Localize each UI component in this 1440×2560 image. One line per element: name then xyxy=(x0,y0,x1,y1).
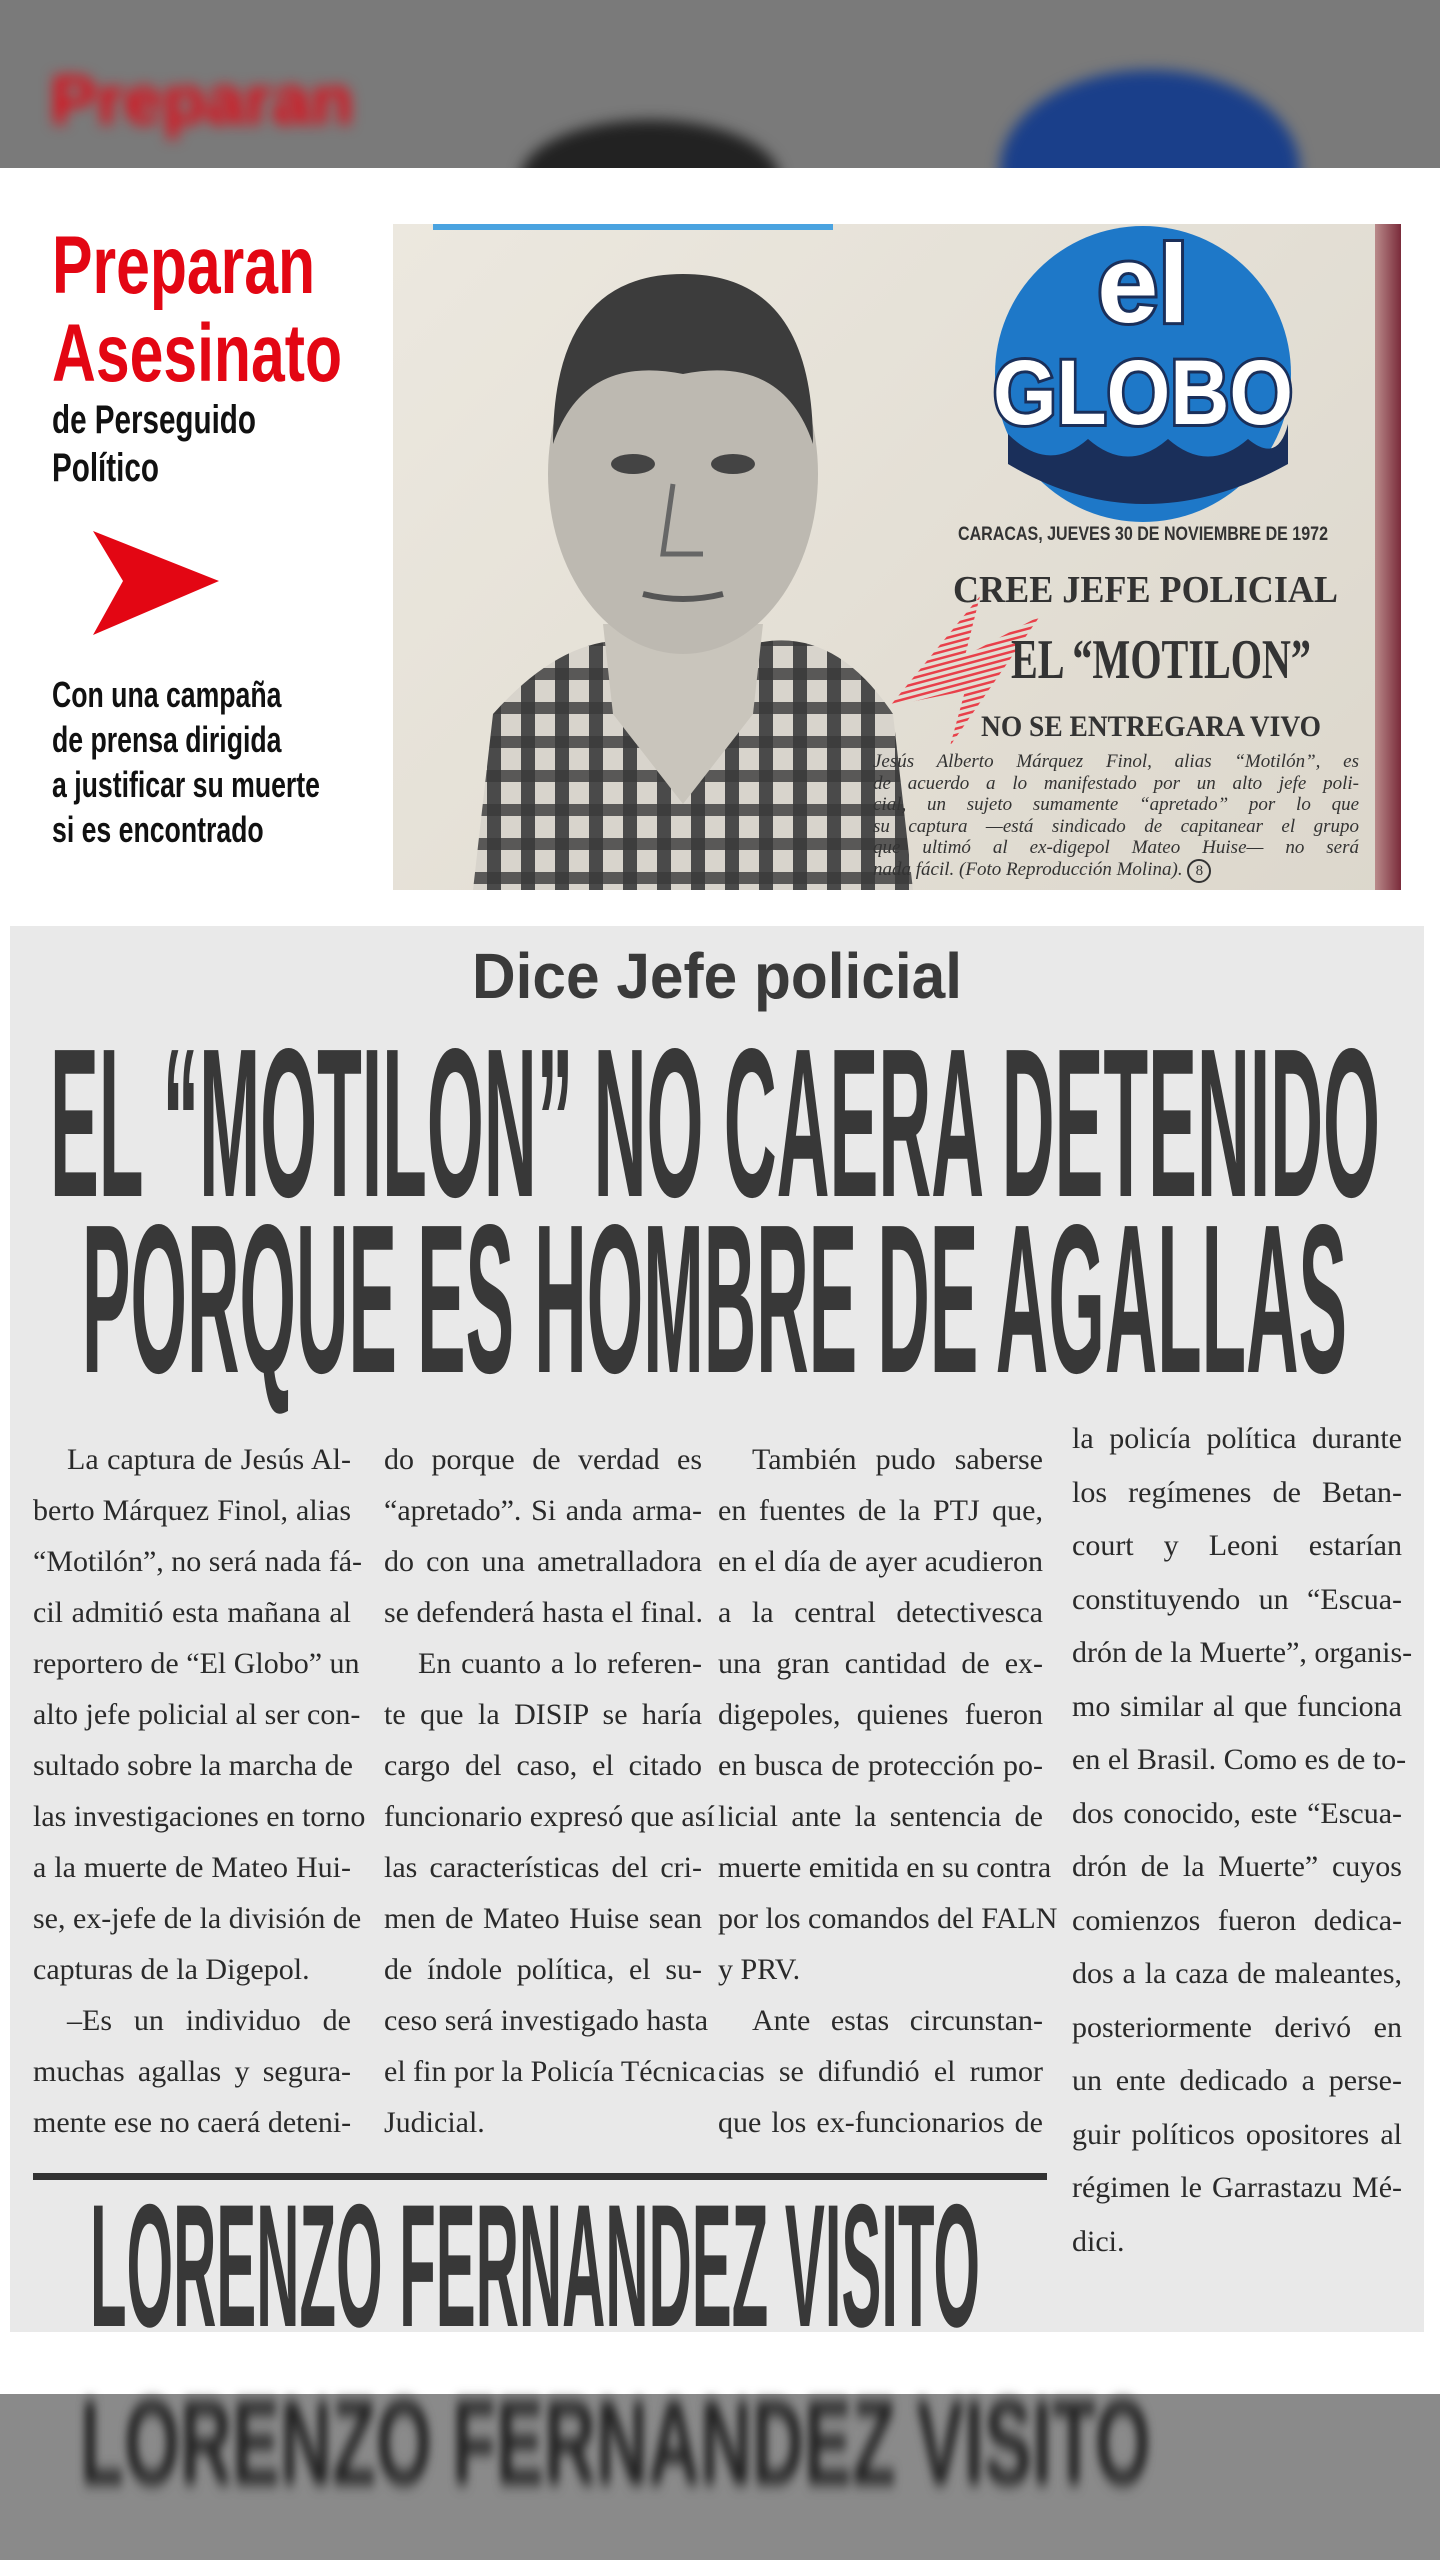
article-line: en busca de protección po- xyxy=(718,1749,1043,1782)
article-line: las características del cri- xyxy=(384,1851,702,1884)
article-line: muchas agallas y segura- xyxy=(33,2055,351,2088)
logo-text-globo: GLOBO xyxy=(993,342,1293,444)
article-line: en el Brasil. Como es de to- xyxy=(1072,1743,1407,1776)
description-line: Con una campaña xyxy=(52,674,282,715)
article-line: cil admitió esta mañana al xyxy=(33,1596,351,1629)
article-line: “Motilón”, no será nada fá- xyxy=(33,1545,363,1578)
title xyxy=(52,222,444,398)
title-line-1: Preparan xyxy=(52,220,316,311)
logo-text-el: el xyxy=(1097,223,1189,346)
caption-line: de acuerdo a lo manifestado por un alto jefe poli- xyxy=(873,772,1359,794)
article-line: te que la DISIP se haría xyxy=(384,1698,702,1731)
subtitle-line-1: de Perseguido xyxy=(52,398,256,442)
article-line: en fuentes de la PTJ que, xyxy=(718,1494,1043,1527)
article-line: guir políticos opositores al xyxy=(1072,2117,1402,2151)
article-line: se defenderá hasta el final. xyxy=(384,1596,703,1629)
article-line: Ante estas circunstan- xyxy=(752,2004,1043,2037)
article-line: de índole política, el su- xyxy=(384,1953,702,1986)
description-line: si es encontrado xyxy=(52,809,264,850)
article-line: y PRV. xyxy=(718,1953,801,1986)
description-line: de prensa dirigida xyxy=(52,719,282,760)
article-line: berto Márquez Finol, alias xyxy=(33,1494,351,1527)
article-line: constituyendo un “Escua- xyxy=(1072,1582,1402,1616)
clipping-headline: EL “MOTILON” xyxy=(1011,629,1311,691)
article-line: alto jefe policial al ser con- xyxy=(33,1698,361,1731)
article-line: dos a la caza de maleantes, xyxy=(1072,1957,1402,1990)
article-line: muerte emitida en su contra xyxy=(718,1851,1052,1884)
article-line: funcionario expresó que así xyxy=(384,1800,715,1833)
photo-caption xyxy=(873,751,1359,880)
red-arrow-icon xyxy=(93,531,219,635)
article-headlines xyxy=(10,926,1424,1417)
article-line: digepoles, quienes fueron xyxy=(718,1698,1043,1731)
article-line: En cuanto a lo referen- xyxy=(418,1647,702,1680)
description xyxy=(52,672,414,852)
article-line: drón de la Muerte”, organis- xyxy=(1072,1636,1413,1669)
article-line: cias se difundió el rumor xyxy=(718,2055,1043,2088)
article-line: en el día de ayer acudieron xyxy=(718,1545,1043,1578)
clipping-deck: NO SE ENTREGARA VIVO xyxy=(981,710,1321,743)
article-line: capturas de la Digepol. xyxy=(33,1953,310,1986)
article-line: las investigaciones en torno xyxy=(33,1800,366,1833)
article-line: licial ante la sentencia de xyxy=(718,1800,1043,1833)
article-line: que los ex-funcionarios de xyxy=(718,2106,1043,2139)
article-line: ceso será investigado hasta xyxy=(384,2004,709,2037)
portrait-photo xyxy=(453,244,913,890)
clipping-kicker: CREE JEFE POLICIAL xyxy=(953,569,1338,611)
article-kicker: Dice Jefe policial xyxy=(472,940,962,1012)
article-headline-line-2: PORQUE ES HOMBRE DE AGALLAS xyxy=(82,1180,1347,1417)
article-column-4 xyxy=(1072,1412,1413,2268)
blurred-background-top xyxy=(0,0,1440,168)
next-article-headline: LORENZO FERNANDEZ VISITO xyxy=(90,2169,980,2364)
article-line: el fin por la Policía Técnica xyxy=(384,2055,716,2088)
caption-line: que ultimó al ex-digepol Mateo Huise— no será xyxy=(873,837,1359,858)
article-line: La captura de Jesús Al- xyxy=(67,1443,351,1476)
caption-line: nada fácil. (Foto Reproducción Molina). xyxy=(873,858,1183,880)
article-line: a la central detectivesca xyxy=(718,1596,1043,1629)
photo-number-badge: 8 xyxy=(1187,859,1211,883)
article-line: un ente dedicado a perse- xyxy=(1072,2064,1402,2097)
article-line: Judicial. xyxy=(384,2106,485,2139)
blurred-title: Preparan xyxy=(50,61,354,139)
article-line: dici. xyxy=(1072,2224,1125,2258)
article-line: posteriormente derivó en xyxy=(1072,2010,1402,2044)
caption-line: su captura —está sindicado de capitanear el grupo xyxy=(873,815,1359,837)
article-line: court y Leoni estarían xyxy=(1072,1529,1402,1562)
next-headline-block xyxy=(10,2169,1060,2364)
article-line: mo similar al que funciona xyxy=(1072,1689,1402,1723)
clipping-edge xyxy=(1375,224,1401,890)
article-line: men de Mateo Huise sean xyxy=(384,1902,702,1935)
article-line: comienzos fueron dedica- xyxy=(1072,1903,1402,1937)
description-line: a justificar su muerte xyxy=(52,764,320,805)
article-line: drón de la Muerte” cuyos xyxy=(1072,1850,1402,1883)
article-line: una gran cantidad de ex- xyxy=(718,1647,1043,1680)
article-line: do porque de verdad es xyxy=(384,1443,702,1476)
title-line-2: Asesinato xyxy=(52,308,343,399)
article-line: se, ex-jefe de la división de xyxy=(33,1902,362,1935)
article-line: cargo del caso, el citado xyxy=(384,1749,702,1782)
article-line: do con una ametralladora xyxy=(384,1545,702,1578)
subtitle xyxy=(52,396,328,492)
article-line: También pudo saberse xyxy=(752,1443,1043,1476)
article-headline-line-1: EL “MOTILON” NO CAERA DETENIDO xyxy=(50,1004,1380,1241)
caption-line: Jesús Alberto Márquez Finol, alias “Motilón”, es xyxy=(873,751,1359,772)
article-line: a la muerte de Mateo Hui- xyxy=(33,1851,351,1884)
article-line: –Es un individuo de xyxy=(67,2004,351,2037)
newspaper-photo-clipping xyxy=(393,224,1401,890)
article-line: reportero de “El Globo” un xyxy=(33,1647,360,1680)
article-column-3 xyxy=(718,1434,1058,2148)
article-line: dos conocido, este “Escua- xyxy=(1072,1796,1402,1830)
article-line: régimen le Garrastazu Mé- xyxy=(1072,2171,1402,2204)
article-clipping xyxy=(10,926,1424,2364)
blurred-headline: LORENZO FERNANDEZ VISITO xyxy=(80,2376,1151,2510)
blurred-background-bottom xyxy=(0,2376,1440,2560)
subtitle-line-2: Político xyxy=(52,446,159,490)
article-line: sultado sobre la marcha de xyxy=(33,1749,353,1782)
caption-line: cial, un sujeto sumamente “apretado” por lo que xyxy=(873,794,1359,815)
dateline: CARACAS, JUEVES 30 DE NOVIEMBRE DE 1972 xyxy=(958,524,1328,545)
article-line: mente ese no caerá deteni- xyxy=(33,2106,352,2139)
article-line: los regímenes de Betan- xyxy=(1072,1475,1402,1509)
article-line: la policía política durante xyxy=(1072,1422,1402,1455)
el-globo-logo xyxy=(988,224,1298,524)
blue-strip xyxy=(433,224,833,230)
article-column-2 xyxy=(384,1434,716,2148)
article-line: “apretado”. Si anda arma- xyxy=(384,1494,702,1527)
article-column-1 xyxy=(33,1434,366,2148)
article-line: por los comandos del FALN xyxy=(718,1902,1058,1935)
